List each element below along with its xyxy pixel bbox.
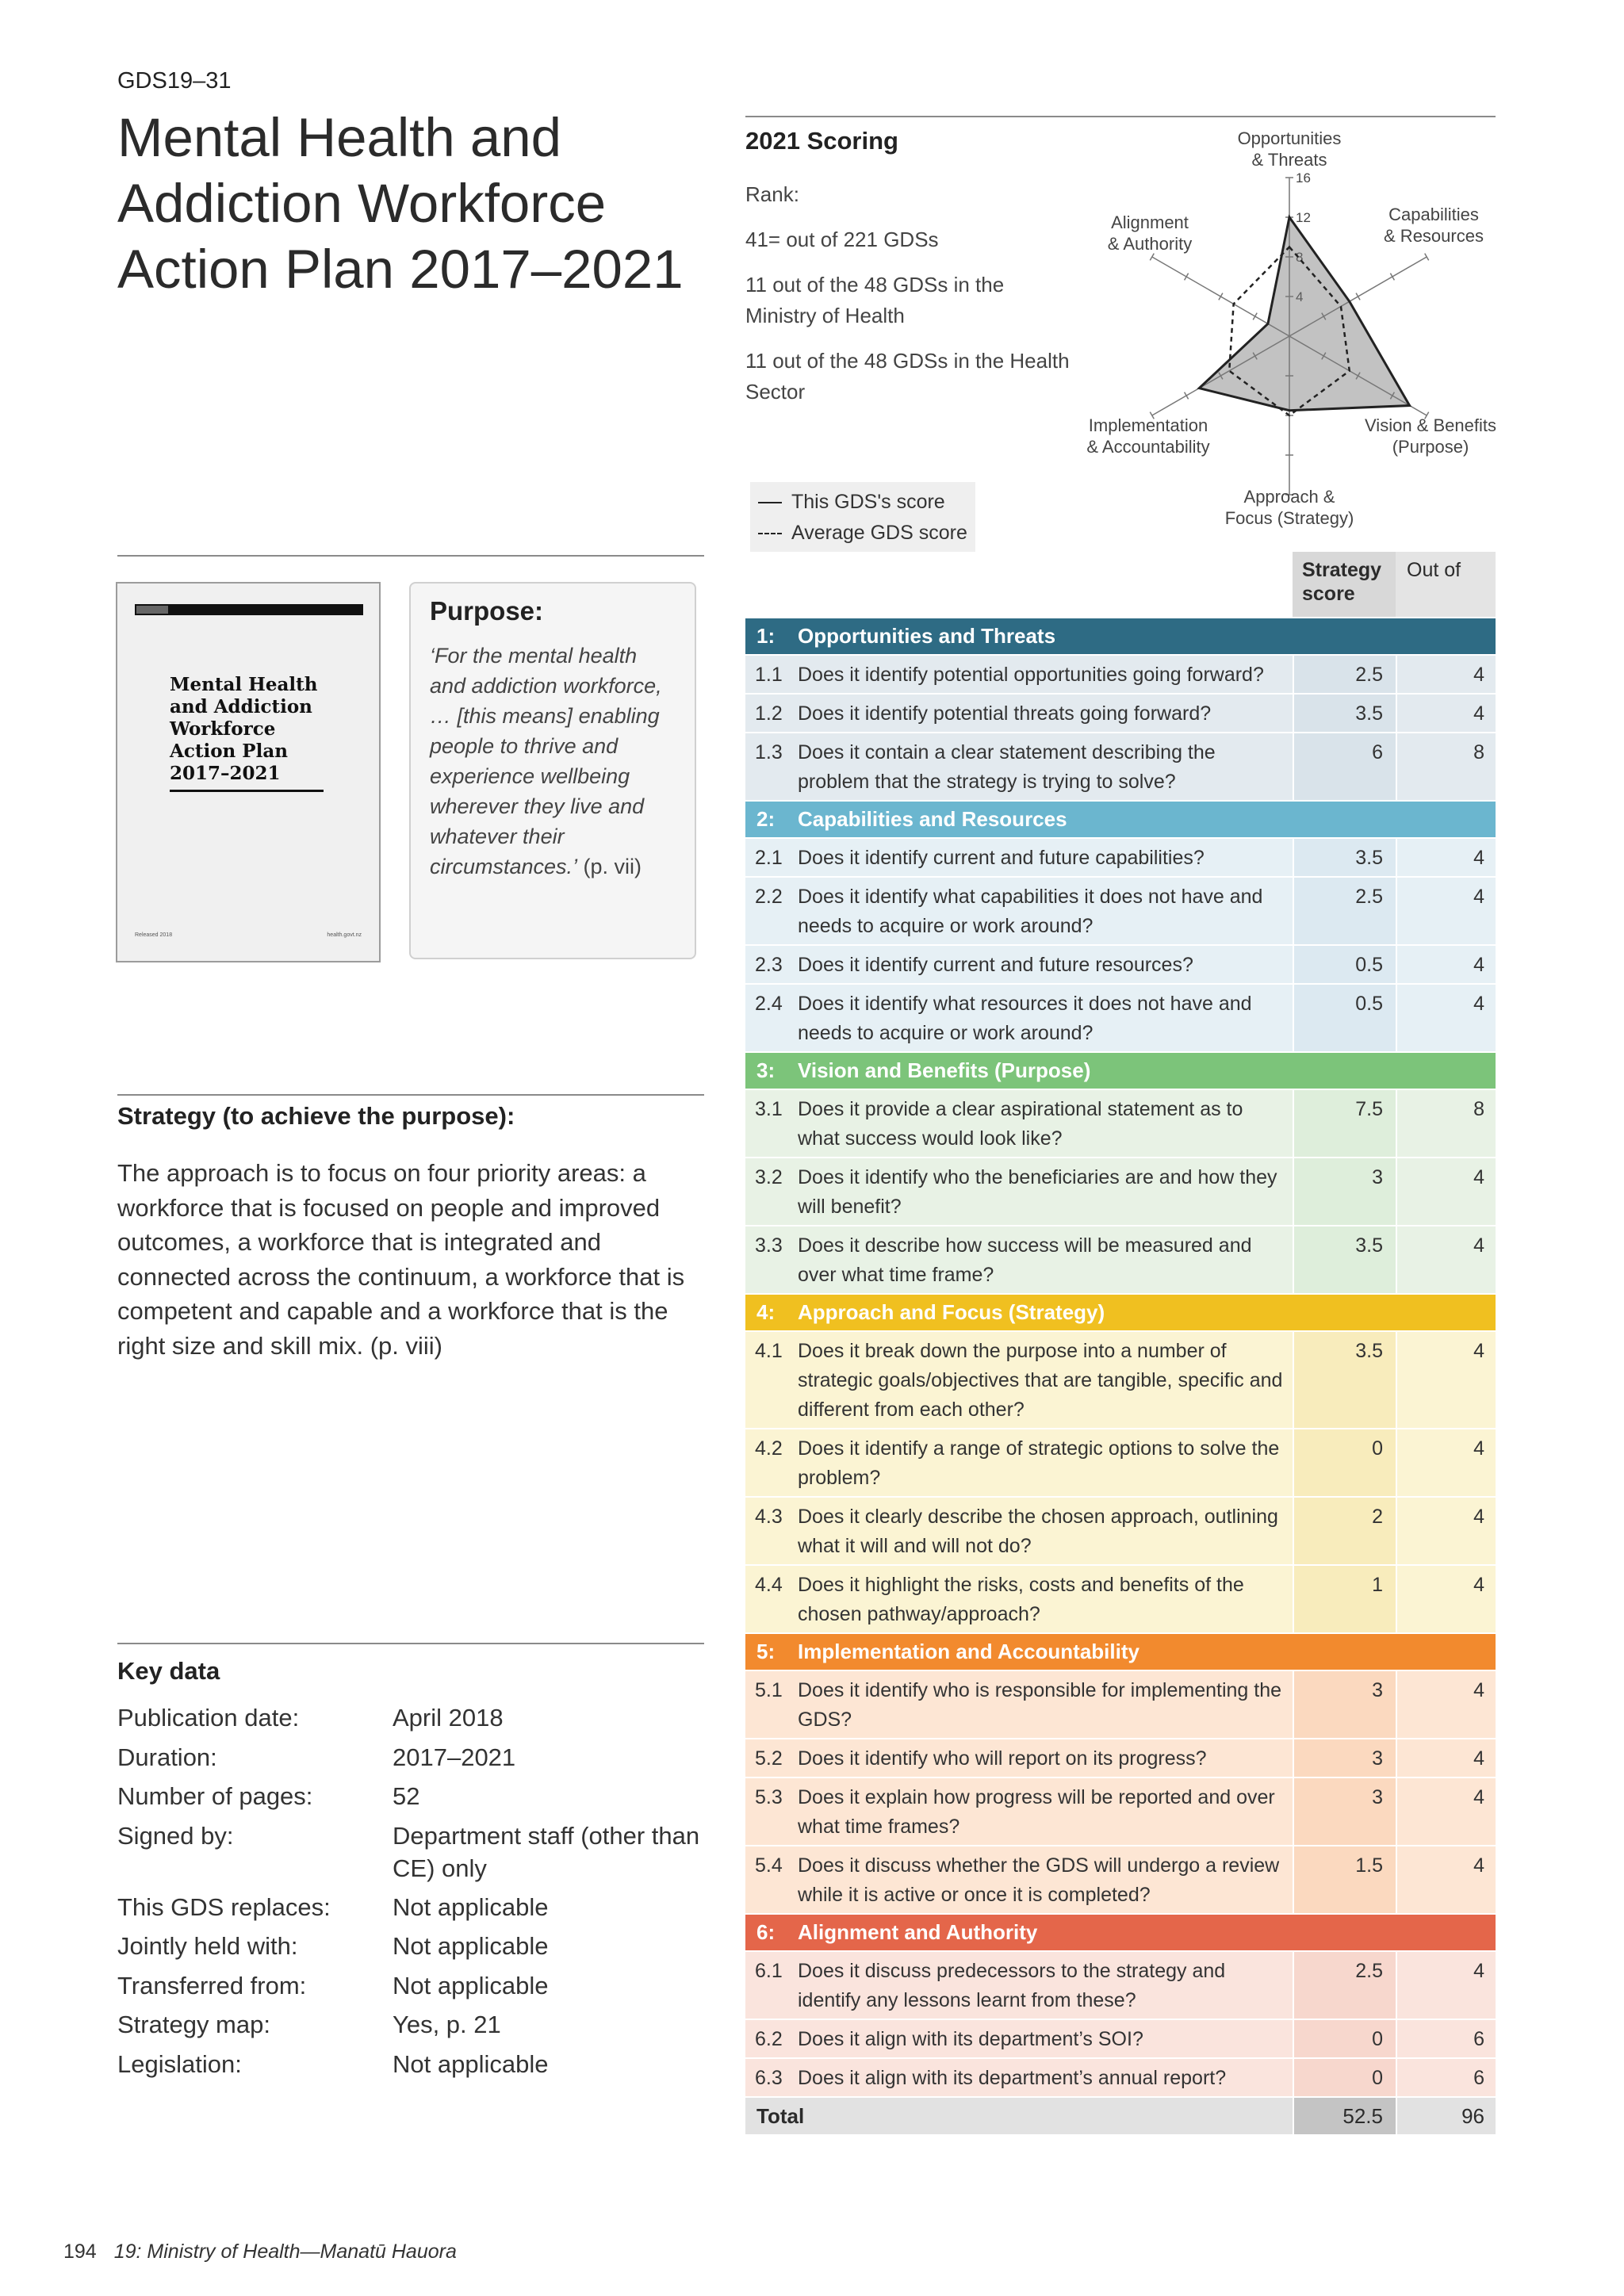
- section-header-row: [745, 1634, 1496, 1670]
- question-text: Does it contain a clear statement describing the problem that the strategy is trying to solve?: [798, 733, 1293, 800]
- question-text: Does it identify current and future capabilities?: [798, 839, 1293, 876]
- cover-footer-left: Released 2018: [135, 932, 173, 938]
- table-row: [745, 839, 1496, 876]
- cover-title-rule: [170, 790, 324, 792]
- question-number: 2.4: [745, 985, 798, 1051]
- report-cover-thumbnail: [116, 582, 381, 962]
- question-number: 1.1: [745, 656, 798, 693]
- question-text: Does it clearly describe the chosen approach, outlining what it will and will not do?: [798, 1498, 1293, 1564]
- out-of-cell: 8: [1396, 1090, 1496, 1157]
- section-number: 1:: [756, 624, 776, 648]
- key-data-value: 2017–2021: [393, 1743, 516, 1771]
- out-of-cell: 4: [1396, 1226, 1496, 1293]
- legend-dashed-line: [758, 533, 782, 534]
- out-of-cell: 4: [1396, 1846, 1496, 1913]
- key-data-row: [117, 1816, 704, 1888]
- out-of-cell: 4: [1396, 1498, 1496, 1564]
- table-row: [745, 1429, 1496, 1496]
- radar-tick-mark: [1150, 254, 1154, 261]
- key-data-row: [117, 1966, 704, 2006]
- question-number: 5.3: [745, 1778, 798, 1845]
- table-row: [745, 1566, 1496, 1632]
- cover-footer-right: health.govt.nz: [327, 932, 362, 938]
- strategy-score-cell: 1.5: [1293, 1846, 1396, 1913]
- section-header-row: [745, 1295, 1496, 1330]
- question-text: Does it identify a range of strategic options to solve the problem?: [798, 1429, 1293, 1496]
- question-text: Does it describe how success will be measured and over what time frame?: [798, 1226, 1293, 1293]
- out-of-cell: 4: [1396, 1158, 1496, 1225]
- section-number: 3:: [756, 1058, 776, 1082]
- table-row: [745, 695, 1496, 732]
- radar-tick-mark: [1219, 293, 1223, 300]
- table-row: [745, 946, 1496, 983]
- strategy-score-cell: 3: [1293, 1778, 1396, 1845]
- radar-axis-label: & Accountability: [1086, 437, 1210, 457]
- footer-section: 19: Ministry of Health—Manatū Hauora: [113, 2241, 457, 2263]
- section-number: 6:: [756, 1920, 776, 1944]
- key-data-list: [117, 1698, 704, 2084]
- key-data-value: April 2018: [393, 1704, 504, 1732]
- table-row: [745, 1846, 1496, 1913]
- strategy-score-cell: 3: [1293, 1739, 1396, 1777]
- strategy-score-cell: 6: [1293, 733, 1396, 800]
- radar-tick-mark: [1356, 293, 1360, 300]
- rank-overall: 41= out of 221 GDSs: [745, 228, 939, 251]
- out-of-cell: 4: [1396, 1952, 1496, 2019]
- radar-axis-label: Implementation: [1088, 415, 1208, 435]
- radar-axis-label: Approach &: [1243, 487, 1335, 507]
- key-data-label: This GDS replaces:: [117, 1892, 331, 1921]
- table-row: [745, 1739, 1496, 1777]
- section-header-row: [745, 1053, 1496, 1089]
- key-data-value: 52: [393, 1782, 420, 1810]
- out-of-cell: 4: [1396, 878, 1496, 944]
- out-of-cell: 4: [1396, 946, 1496, 983]
- strategy-score-cell: 0: [1293, 2059, 1396, 2096]
- question-number: 3.2: [745, 1158, 798, 1225]
- strategy-score-cell: 3: [1293, 1158, 1396, 1225]
- cover-title: Mental Health and Addiction Workforce Action Plan 2017–2021: [170, 674, 318, 784]
- section-number: 4:: [756, 1300, 776, 1324]
- key-data-value: Not applicable: [393, 1932, 549, 1960]
- key-data-value: Department staff (other than CE) only: [393, 1821, 700, 1882]
- question-number: 4.3: [745, 1498, 798, 1564]
- purpose-text: [430, 641, 676, 882]
- table-row: [745, 1671, 1496, 1738]
- radar-axis-label: & Authority: [1107, 234, 1193, 254]
- question-text: Does it identify who is responsible for implementing the GDS?: [798, 1671, 1293, 1738]
- question-number: 6.2: [745, 2020, 798, 2057]
- section-title: Opportunities and Threats: [798, 624, 1056, 648]
- radar-tick-mark: [1253, 313, 1257, 320]
- table-row: [745, 1158, 1496, 1225]
- radar-axis-label: Alignment: [1111, 212, 1189, 232]
- radar-tick-mark: [1185, 274, 1189, 281]
- question-text: Does it identify what resources it does not have and needs to acquire or work around?: [798, 985, 1293, 1051]
- total-score: 52.5: [1293, 2098, 1396, 2134]
- key-data-label: Strategy map:: [117, 2011, 270, 2038]
- key-data-label: Number of pages:: [117, 1782, 313, 1810]
- table-row: [745, 2059, 1496, 2096]
- question-number: 3.3: [745, 1226, 798, 1293]
- table-row: [745, 1090, 1496, 1157]
- question-text: Does it identify current and future resources?: [798, 946, 1293, 983]
- out-of-cell: 4: [1396, 985, 1496, 1051]
- question-text: Does it provide a clear aspirational statement as to what success would look like?: [798, 1090, 1293, 1157]
- question-text: Does it identify who will report on its progress?: [798, 1739, 1293, 1777]
- section-title: Alignment and Authority: [798, 1920, 1038, 1944]
- question-text: Does it align with its department’s annual report?: [798, 2059, 1293, 2096]
- question-number: 5.2: [745, 1739, 798, 1777]
- question-number: 5.4: [745, 1846, 798, 1913]
- question-number: 6.3: [745, 2059, 798, 2096]
- table-row: [745, 1498, 1496, 1564]
- radar-axis-label: Capabilities: [1388, 205, 1479, 224]
- section-header-row: [745, 1915, 1496, 1950]
- strategy-score-cell: 2.5: [1293, 656, 1396, 693]
- out-of-cell: 6: [1396, 2059, 1496, 2096]
- out-of-cell: 4: [1396, 1429, 1496, 1496]
- table-header: [745, 552, 1496, 617]
- question-text: Does it break down the purpose into a number of strategic goals/objectives that are tangible, specific and different from each other?: [798, 1332, 1293, 1428]
- strategy-score-cell: 0.5: [1293, 985, 1396, 1051]
- key-data-value: Not applicable: [393, 1971, 549, 1999]
- question-number: 2.2: [745, 878, 798, 944]
- strategy-heading: Strategy (to achieve the purpose):: [117, 1102, 515, 1130]
- purpose-heading: Purpose:: [430, 596, 544, 626]
- key-data-heading: Key data: [117, 1657, 220, 1685]
- section-title: Implementation and Accountability: [798, 1640, 1139, 1663]
- legend-solid-line: [758, 502, 782, 503]
- key-data-label: Publication date:: [117, 1704, 300, 1732]
- strategy-score-cell: 2.5: [1293, 1952, 1396, 2019]
- strategy-score-cell: 7.5: [1293, 1090, 1396, 1157]
- strategy-score-cell: 3: [1293, 1671, 1396, 1738]
- question-text: Does it highlight the risks, costs and benefits of the chosen pathway/approach?: [798, 1566, 1293, 1632]
- total-label: Total: [745, 2098, 1293, 2134]
- section-title: Vision and Benefits (Purpose): [798, 1058, 1091, 1082]
- rank-label: Rank:: [745, 182, 799, 206]
- table-row: [745, 1778, 1496, 1845]
- key-data-label: Signed by:: [117, 1821, 234, 1850]
- strategy-score-cell: 3.5: [1293, 839, 1396, 876]
- out-of-cell: 4: [1396, 839, 1496, 876]
- strategy-score-cell: 1: [1293, 1566, 1396, 1632]
- radar-axis-label: (Purpose): [1392, 437, 1469, 457]
- table-row: [745, 878, 1496, 944]
- question-text: Does it discuss whether the GDS will undergo a review while it is active or once it is completed?: [798, 1846, 1293, 1913]
- out-of-cell: 4: [1396, 695, 1496, 732]
- radar-chart: [1063, 127, 1507, 539]
- out-of-cell: 4: [1396, 1332, 1496, 1428]
- out-of-cell: 4: [1396, 656, 1496, 693]
- key-data-value: Not applicable: [393, 1892, 549, 1921]
- radar-tick-mark: [1390, 274, 1394, 281]
- total-out-of: 96: [1396, 2098, 1496, 2134]
- table-row: [745, 656, 1496, 693]
- table-body: [745, 618, 1496, 2096]
- page-title: Mental Health and Addiction Workforce Action Plan 2017–2021: [117, 107, 684, 300]
- question-number: 6.1: [745, 1952, 798, 2019]
- table-row: [745, 1226, 1496, 1293]
- section-title: Approach and Focus (Strategy): [798, 1300, 1105, 1324]
- section-header-row: [745, 618, 1496, 654]
- question-number: 2.1: [745, 839, 798, 876]
- radar-tick-label: 16: [1296, 170, 1311, 186]
- key-data-label: Jointly held with:: [117, 1932, 298, 1960]
- table-row: [745, 733, 1496, 800]
- radar-legend: [750, 482, 975, 552]
- out-of-cell: 8: [1396, 733, 1496, 800]
- divider: [117, 1094, 704, 1096]
- cover-logo: [136, 606, 168, 614]
- page-number: 194: [63, 2241, 97, 2263]
- out-of-cell: 4: [1396, 1739, 1496, 1777]
- radar-axis-label: & Resources: [1384, 226, 1484, 246]
- rank-sector: 11 out of the 48 GDSs in the Health Sector: [745, 349, 1070, 404]
- key-data-label: Transferred from:: [117, 1971, 307, 1999]
- strategy-score-cell: 2: [1293, 1498, 1396, 1564]
- rank-ministry: 11 out of the 48 GDSs in the Ministry of Health: [745, 273, 1005, 327]
- table-row: [745, 1332, 1496, 1428]
- question-number: 1.3: [745, 733, 798, 800]
- divider: [745, 116, 1496, 117]
- purpose-page-ref: (p. vii): [577, 855, 642, 878]
- scoring-block: [745, 127, 1078, 422]
- question-number: 1.2: [745, 695, 798, 732]
- col-strategy-score: Strategy score: [1293, 552, 1396, 617]
- question-text: Does it align with its department’s SOI?: [798, 2020, 1293, 2057]
- strategy-score-cell: 2.5: [1293, 878, 1396, 944]
- key-data-value: Not applicable: [393, 2049, 549, 2078]
- radar-axis-label: Focus (Strategy): [1224, 508, 1354, 528]
- legend-average-label: Average GDS score: [791, 522, 967, 544]
- radar-tick-mark: [1185, 392, 1189, 400]
- purpose-box: [409, 582, 696, 959]
- question-number: 4.4: [745, 1566, 798, 1632]
- scoring-heading: 2021 Scoring: [745, 127, 898, 155]
- strategy-score-cell: 0: [1293, 1429, 1396, 1496]
- divider: [117, 555, 704, 557]
- doc-code: GDS19–31: [117, 68, 232, 94]
- section-title: Capabilities and Resources: [798, 807, 1067, 831]
- section-number: 5:: [756, 1640, 776, 1663]
- key-data-row: [117, 1738, 704, 1777]
- out-of-cell: 4: [1396, 1566, 1496, 1632]
- radar-score-polygon: [1199, 217, 1409, 411]
- out-of-cell: 4: [1396, 1778, 1496, 1845]
- radar-axis-label: & Threats: [1251, 150, 1327, 170]
- key-data-label: Legislation:: [117, 2049, 242, 2078]
- question-text: Does it explain how progress will be reported and over what time frames?: [798, 1778, 1293, 1845]
- strategy-score-cell: 3.5: [1293, 1332, 1396, 1428]
- strategy-score-cell: 3.5: [1293, 1226, 1396, 1293]
- question-number: 3.1: [745, 1090, 798, 1157]
- legend-score-label: This GDS's score: [791, 491, 945, 513]
- key-data-row: [117, 1888, 704, 1927]
- strategy-score-cell: 0.5: [1293, 946, 1396, 983]
- section-number: 2:: [756, 807, 776, 831]
- question-text: Does it identify potential opportunities going forward?: [798, 656, 1293, 693]
- strategy-score-cell: 3.5: [1293, 695, 1396, 732]
- question-text: Does it identify potential threats going forward?: [798, 695, 1293, 732]
- page-footer: [63, 2241, 457, 2263]
- radar-axis-label: Opportunities: [1237, 128, 1342, 148]
- question-text: Does it discuss predecessors to the strategy and identify any lessons learnt from these?: [798, 1952, 1293, 2019]
- question-text: Does it identify what capabilities it does not have and needs to acquire or work around?: [798, 878, 1293, 944]
- key-data-row: [117, 2005, 704, 2045]
- cover-header-band: [135, 604, 363, 615]
- col-out-of: Out of: [1396, 552, 1496, 617]
- out-of-cell: 6: [1396, 2020, 1496, 2057]
- question-number: 5.1: [745, 1671, 798, 1738]
- purpose-quote: ‘For the mental health and addiction workforce, … [this means] enabling people to thrive and experience wellbeing wherever they live and whatever their circumstances.’: [430, 644, 662, 878]
- table-row: [745, 1952, 1496, 2019]
- key-data-row: [117, 2045, 704, 2084]
- radar-axis-label: Vision & Benefits: [1365, 415, 1496, 435]
- out-of-cell: 4: [1396, 1671, 1496, 1738]
- question-number: 4.1: [745, 1332, 798, 1428]
- table-row: [745, 2020, 1496, 2057]
- table-total-row: [745, 2098, 1496, 2134]
- key-data-label: Duration:: [117, 1743, 217, 1771]
- section-header-row: [745, 802, 1496, 837]
- scoring-table: [745, 552, 1496, 2134]
- key-data-row: [117, 1777, 704, 1816]
- question-number: 4.2: [745, 1429, 798, 1496]
- question-text: Does it identify who the beneficiaries are and how they will benefit?: [798, 1158, 1293, 1225]
- question-number: 2.3: [745, 946, 798, 983]
- table-row: [745, 985, 1496, 1051]
- strategy-text: The approach is to focus on four priority areas: a workforce that is focused on people and improved outcomes, a workforce that is integrated and connected across the continuum, a workforce that is competent and capable and a workforce that is the right size and skill mix. (p. viii): [117, 1159, 685, 1360]
- radar-tick-mark: [1425, 254, 1429, 261]
- key-data-row: [117, 1927, 704, 1966]
- strategy-score-cell: 0: [1293, 2020, 1396, 2057]
- key-data-row: [117, 1698, 704, 1738]
- key-data-value: Yes, p. 21: [393, 2011, 501, 2038]
- radar-tick-label: 12: [1296, 210, 1311, 225]
- divider: [117, 1643, 704, 1644]
